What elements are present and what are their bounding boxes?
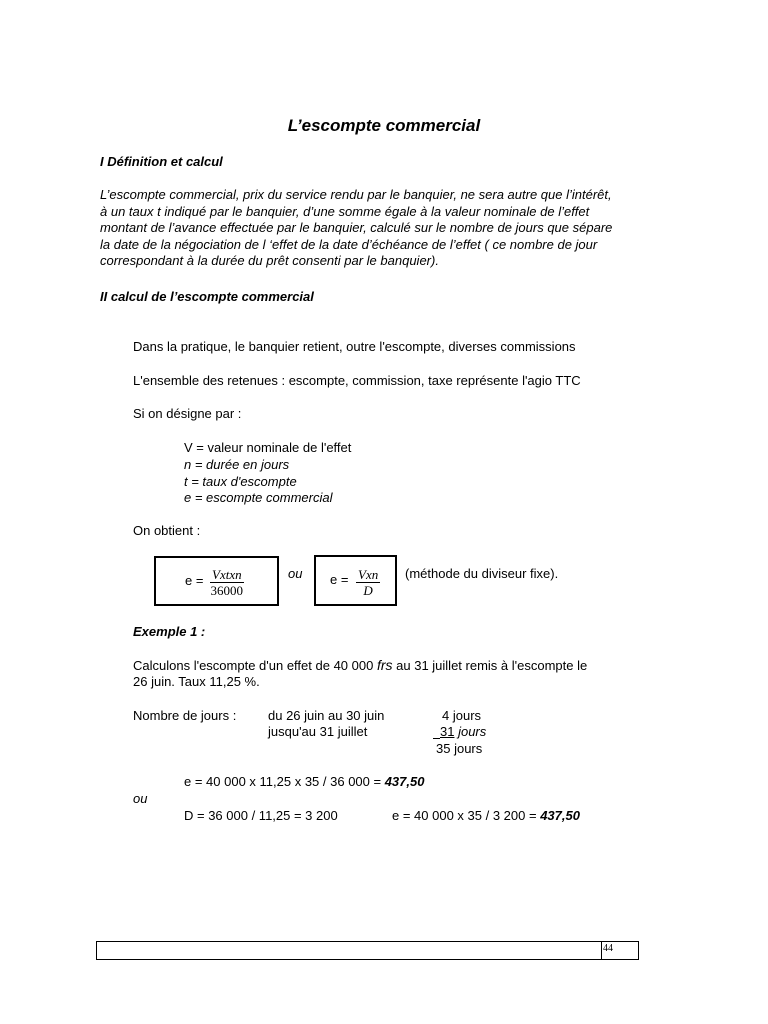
formula-1-numerator: Vxtxn (212, 567, 242, 582)
formula-2-denominator: D (363, 583, 373, 598)
formula-box-2 (314, 555, 397, 606)
days-1: 4 jours (442, 708, 482, 723)
calculation-result: 437,50 (540, 808, 580, 823)
page-number: 44 (603, 943, 613, 954)
formula-2-lhs: e = (330, 572, 349, 587)
period-2: jusqu'au 31 juillet (268, 724, 368, 739)
practice-line: Dans la pratique, le banquier retient, outre l'escompte, diverses commissions (133, 339, 576, 354)
currency-unit: frs (376, 657, 393, 673)
calculation-1 (184, 774, 424, 789)
calculation-result: 437,50 (384, 774, 425, 789)
calculation-3 (392, 808, 580, 823)
days-total: 35 jours (436, 741, 483, 756)
days-2 (433, 724, 486, 739)
formula-note: (méthode du diviseur fixe). (405, 566, 559, 581)
section-1-heading: I Définition et calcul (100, 154, 223, 169)
example-text: Calculons l'escompte d'un effet de 40 000 (133, 658, 374, 673)
designate-line: Si on désigne par : (133, 406, 242, 421)
definition-paragraph (100, 187, 680, 270)
example-line-1 (133, 657, 587, 673)
page-footer (96, 941, 639, 960)
formula-2-numerator: Vxn (358, 567, 379, 582)
formula-1-denominator: 36000 (210, 583, 244, 598)
paragraph-line: correspondant à la durée du prêt consenti par le banquier). (100, 253, 439, 268)
period-1: du 26 juin au 30 juin (268, 708, 385, 723)
definition-e: e = escompte commercial (184, 490, 333, 505)
formula-box-1 (154, 556, 279, 606)
calculation-text: e = 40 000 x 11,25 x 35 / 36 000 = (184, 774, 385, 789)
formula-2-fraction (356, 568, 380, 599)
definition-v: V = valeur nominale de l'effet (184, 440, 352, 455)
calculation-text: e = 40 000 x 35 / 3 200 = (392, 808, 541, 823)
calculation-2: D = 36 000 / 11,25 = 3 200 (184, 808, 338, 823)
paragraph-line: L’escompte commercial, prix du service rendu par le banquier, ne sera autre que l’intérêt, (100, 187, 612, 202)
example-text: au 31 juillet remis à l'escompte le (392, 658, 588, 673)
example-heading: Exemple 1 : (133, 624, 206, 639)
example-line-2: 26 juin. Taux 11,25 %. (133, 674, 260, 689)
days-label: Nombre de jours : (133, 708, 237, 723)
or-word: ou (133, 791, 148, 806)
days-2-number: 31 (440, 724, 455, 739)
agio-line: L'ensemble des retenues : escompte, commission, taxe représente l'agio TTC (133, 373, 581, 388)
paragraph-line: montant de l’avance effectuée par le banquier, calculé sur le nombre de jours que sépare (100, 220, 613, 235)
days-2-unit: jours (454, 724, 487, 739)
page-title: L’escompte commercial (287, 116, 481, 135)
paragraph-line: à un taux t indiqué par le banquier, d’une somme égale à la valeur nominale de l’effet (100, 203, 590, 219)
definition-n: n = durée en jours (184, 457, 290, 472)
formula-1-fraction (210, 568, 244, 599)
footer-divider (601, 942, 602, 959)
paragraph-line: la date de la négociation de l ‘effet de la date d’échéance de l’effet ( ce nombre de jour (100, 236, 598, 252)
formula-or: ou (288, 566, 303, 581)
obtain-line: On obtient : (133, 523, 201, 538)
formula-1-lhs: e = (185, 573, 204, 588)
section-2-heading: II calcul de l’escompte commercial (100, 289, 314, 304)
definition-t: t = taux d'escompte (184, 474, 297, 489)
